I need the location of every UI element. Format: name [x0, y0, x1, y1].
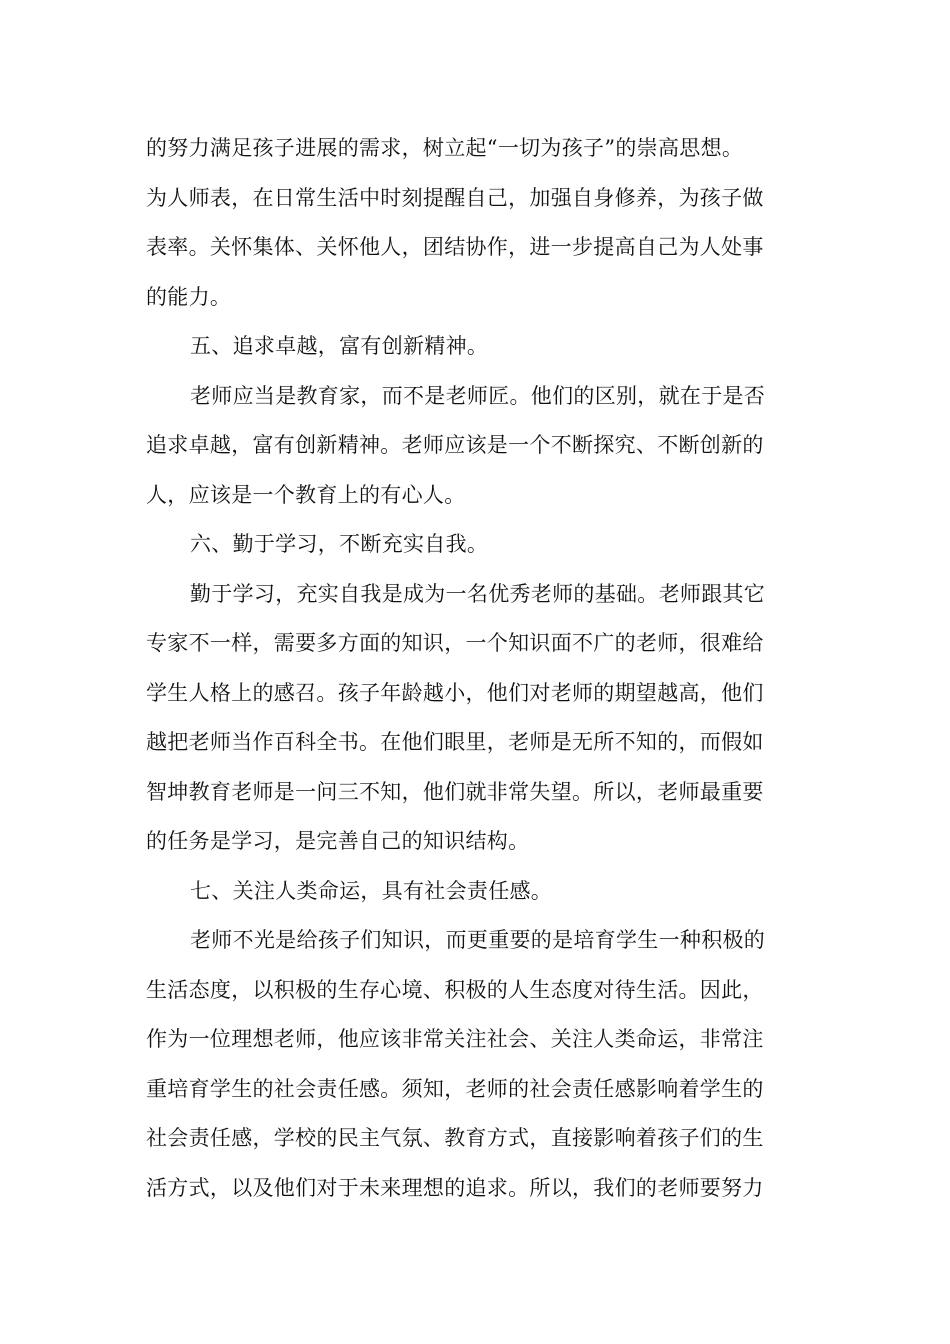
section-heading: 五、追求卓越，富有创新精神。 — [190, 334, 489, 358]
paragraph-start-line: 勤于学习，充实自我是成为一名优秀老师的基础。老师跟其它 — [190, 581, 766, 606]
text-line: 的任务是学习，是完善自己的知识结构。 — [146, 829, 530, 853]
text-line: 人，应该是一个教育上的有心人。 — [146, 482, 466, 507]
text-line: 为人师表，在日常生活中时刻提醒自己，加强自身修养，为孩子做 — [146, 185, 764, 210]
text-line: 社会责任感，学校的民主气氛、教育方式，直接影响着孩子们的生 — [146, 1126, 764, 1150]
text-line: 智坤教育老师是一问三不知，他们就非常失望。所以，老师最重要 — [146, 779, 764, 804]
text-line: 越把老师当作百科全书。在他们眼里，老师是无所不知的，而假如 — [146, 730, 764, 754]
text-line: 追求卓越，富有创新精神。老师应该是一个不断探究、不断创新的 — [146, 433, 764, 457]
text-line: 作为一位理想老师，他应该非常关注社会、关注人类命运，非常注 — [146, 1027, 764, 1051]
section-heading: 六、勤于学习，不断充实自我。 — [190, 532, 489, 556]
text-line: 学生人格上的感召。孩子年龄越小，他们对老师的期望越高，他们 — [146, 680, 764, 705]
document-page — [146, 124, 806, 1213]
section-heading: 七、关注人类命运，具有社会责任感。 — [190, 878, 553, 903]
paragraph-start-line: 老师应当是教育家，而不是老师匠。他们的区别，就在于是否 — [190, 383, 766, 408]
text-line: 的努力满足孩子进展的需求，树立起“一切为孩子”的崇高思想。 — [146, 136, 744, 160]
text-line: 活方式，以及他们对于未来理想的追求。所以，我们的老师要努力 — [146, 1175, 764, 1200]
text-line: 重培育学生的社会责任感。须知，老师的社会责任感影响着学生的 — [146, 1076, 764, 1101]
text-line: 专家不一样，需要多方面的知识，一个知识面不广的老师，很难给 — [146, 631, 764, 655]
text-line: 生活态度，以积极的生存心境、积极的人生态度对待生活。因此， — [146, 977, 764, 1002]
paragraph-start-line: 老师不光是给孩子们知识，而更重要的是培育学生一种积极的 — [190, 928, 766, 952]
text-line: 的能力。 — [146, 284, 232, 309]
text-line: 表率。关怀集体、关怀他人，团结协作，进一步提高自己为人处事 — [146, 235, 764, 259]
